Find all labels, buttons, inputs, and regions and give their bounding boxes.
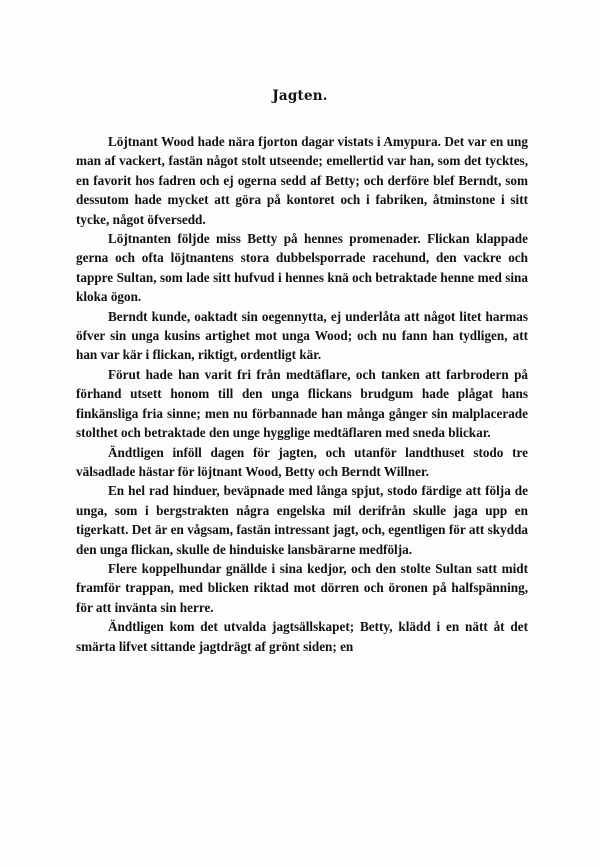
paragraph-7: Flere koppelhundar gnällde i sina kedjor, och den stolte Sultan satt midt framför trappan, med blicken riktad mot dörren och öronen på halfspänning, för att invänta sin herre. xyxy=(76,560,528,615)
paragraph-4: Förut hade han varit fri från medtäflare, och tanken att farbrodern på förhand utsett honom till den unga flickans brudgum hade plågat hans finkänsliga fria sinne; men nu förbannade han många gånger sin malplacerade stolthet och betraktade den unge hygglige medtäflaren med sneda blickar. xyxy=(76,366,528,441)
paragraph-2: Löjtnanten följde miss Betty på hennes promenader. Flickan klappade gerna och ofta löjtnantens stora dubbelsporrade racehund, den vackre och tappre Sultan, som lade sitt hufvud i hennes knä och betraktade henne med sina kloka ögon. xyxy=(76,231,528,305)
paragraph-3: Berndt kunde, oaktadt sin oegennytta, ej underlåta att något litet harmas öfver sin unga kusins artighet mot unga Wood; och nu fann han tydligen, att han var kär i flickan, riktigt, ordentligt kär. xyxy=(76,308,528,363)
paragraph-5: Ändtligen inföll dagen för jagten, och utanför landthuset stodo tre välsadlade hästar för löjtnant Wood, Betty och Berndt Willner. xyxy=(76,444,528,479)
chapter-title: Jagten. xyxy=(272,88,328,104)
paragraph-8: Ändtligen kom det utvalda jagtsällskapet; Betty, klädd i en nätt åt det smärta lifvet sittande jagtdrägt af grönt siden; en xyxy=(76,619,528,654)
paragraph-1: Löjtnant Wood hade nära fjorton dagar vistats i Amypura. Det var en ung man af vackert, fastän något stolt utseende; emellertid var han, som det tycktes, en favorit hos fadren och ej ogerna sedd af Betty; och derföre blef Berndt, som dessutom hade mycket att göra på kontoret och i fabriken, åtminstone i sitt tycke, något öfversedd. xyxy=(76,134,528,227)
chapter-body xyxy=(76,132,528,656)
paragraph-6: En hel rad hinduer, beväpnade med långa spjut, stodo färdige att följa de unga, som i bergstrakten några engelska mil derifrån skulle jaga upp en tigerkatt. Det är en vågsam, fastän intressant jagt, och, egentligen för att skydda den unga flickan, skulle de hinduiske lansbärarne medfölja. xyxy=(76,483,528,557)
